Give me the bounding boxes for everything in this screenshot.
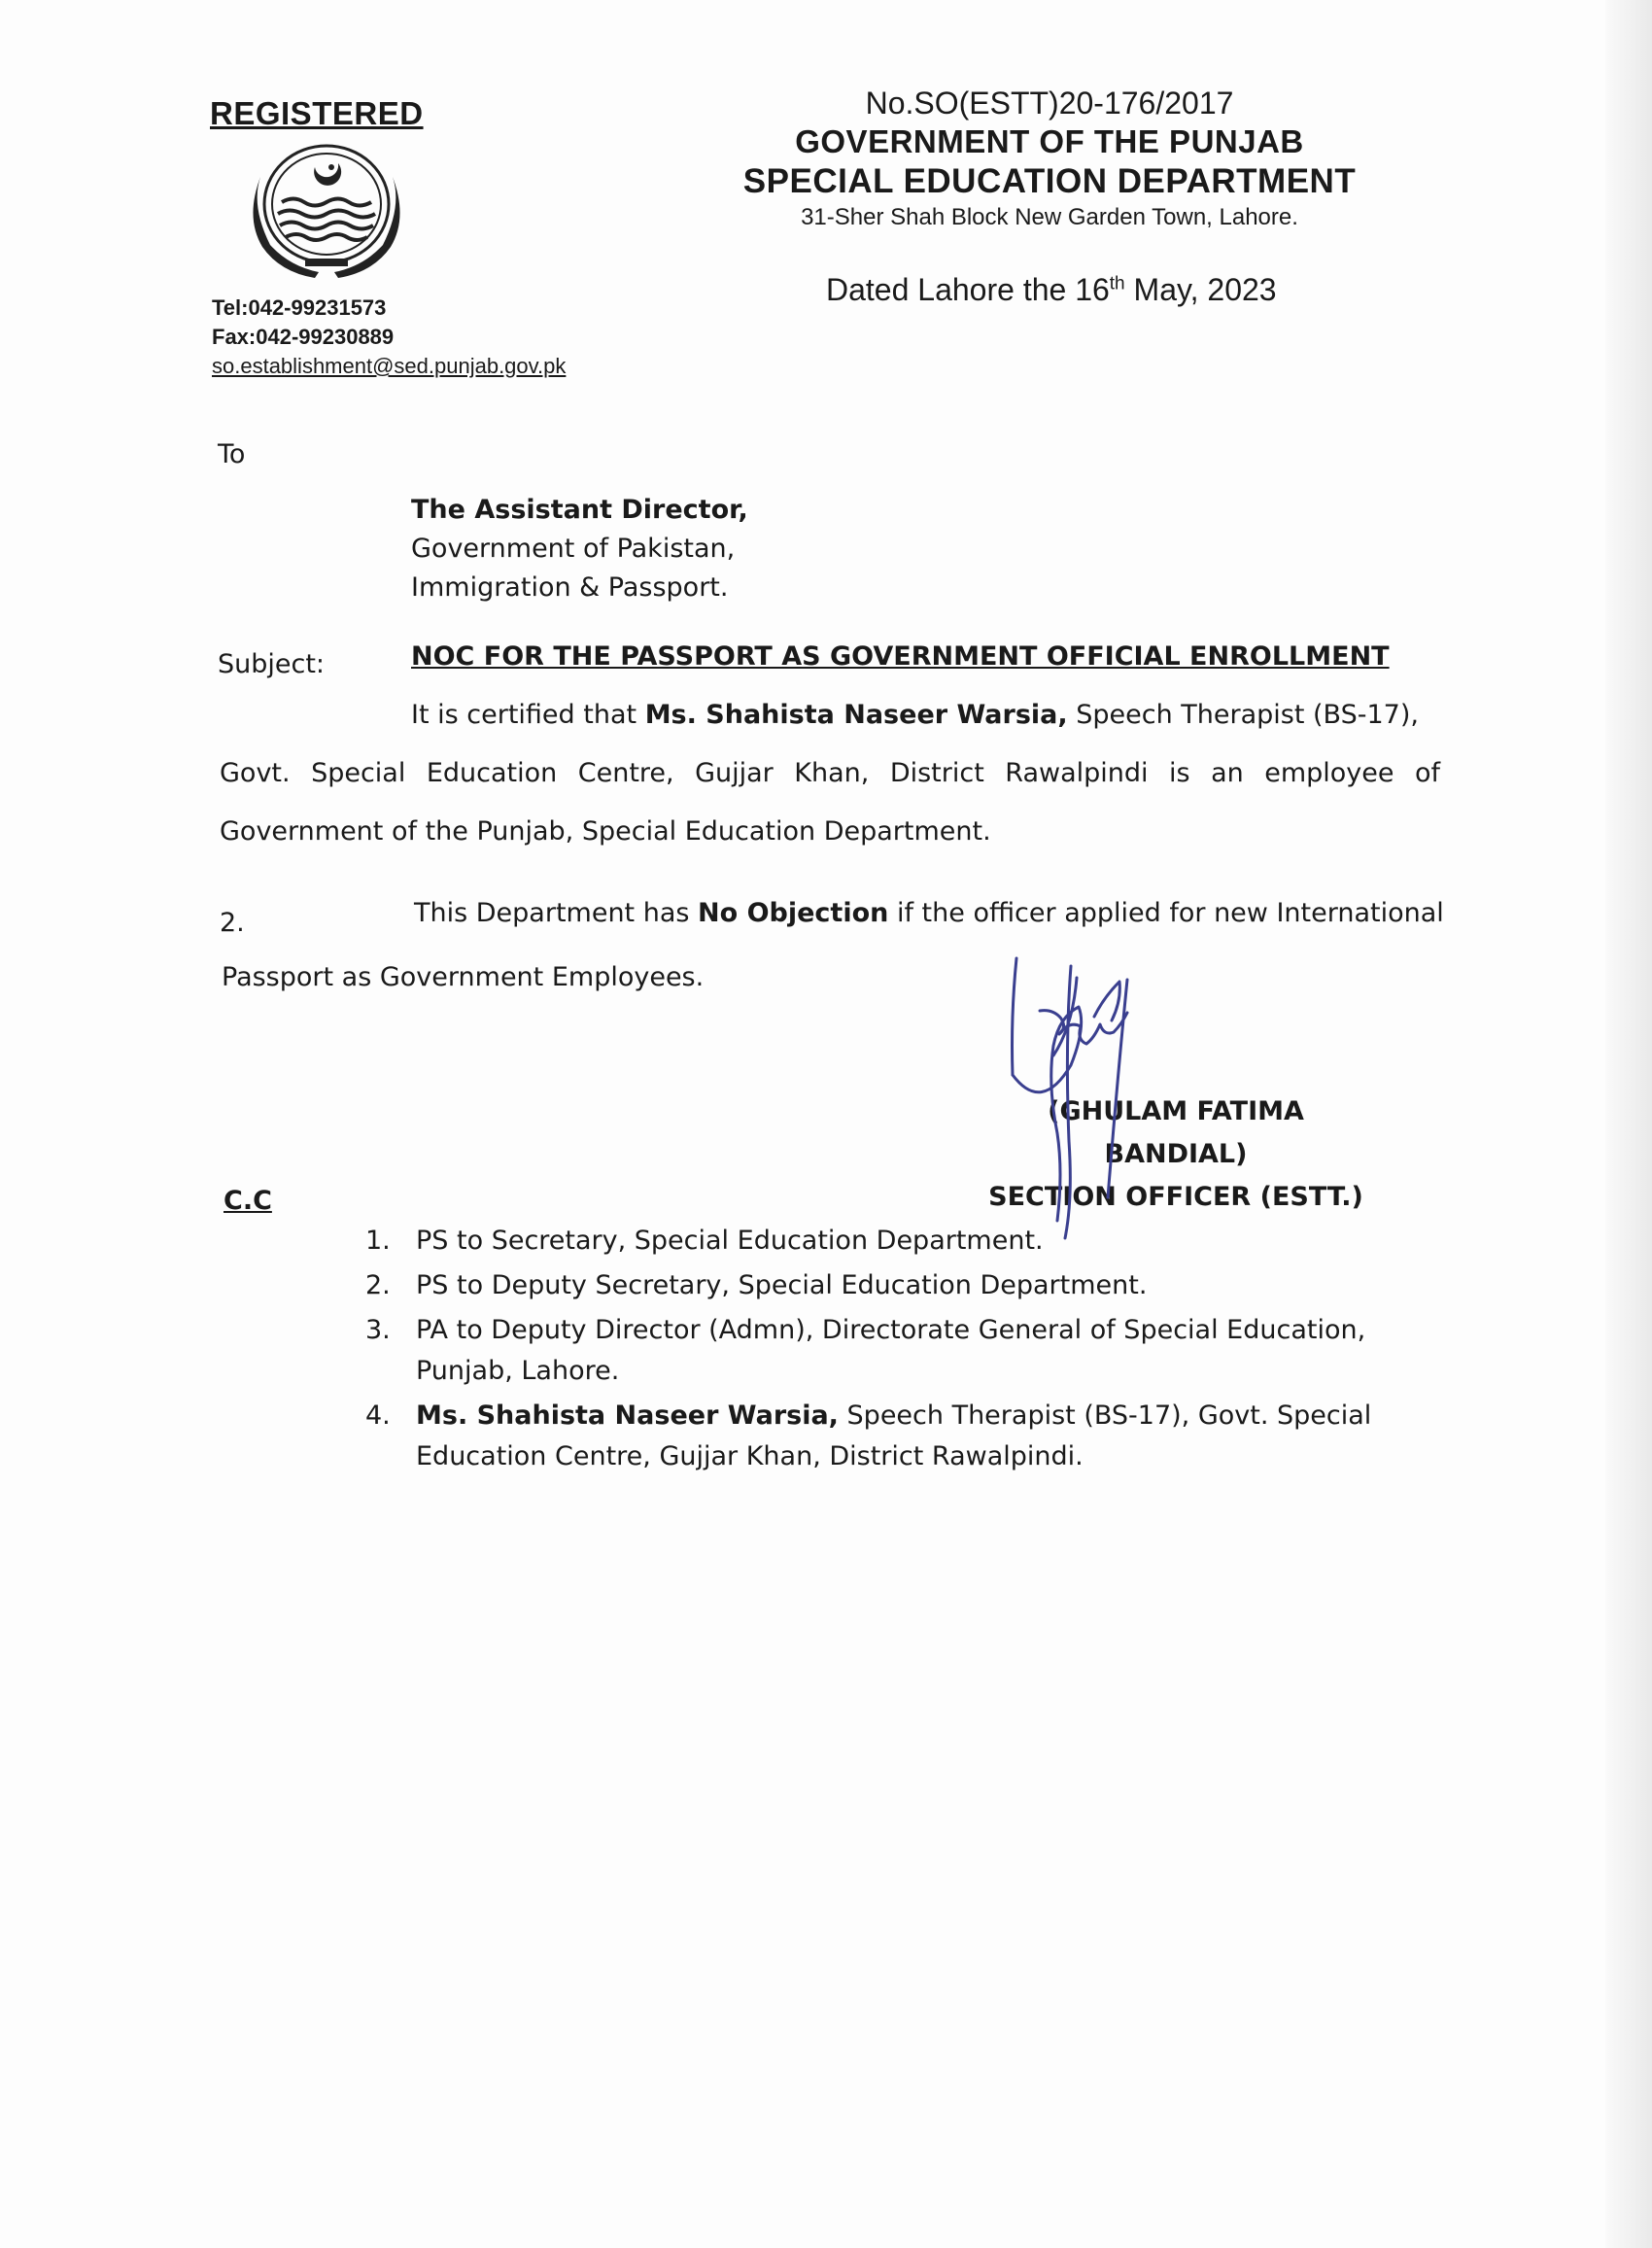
paragraph-1-line-2: Govt. Special Education Centre, Gujjar Khan, District Rawalpindi is an employee of xyxy=(220,758,1440,788)
no-objection-text: No Objection xyxy=(698,898,889,928)
to-label: To xyxy=(218,439,246,469)
cc-item xyxy=(365,1308,1444,1394)
cc-item-number: 3. xyxy=(365,1315,391,1345)
cc-item xyxy=(365,1263,1444,1308)
contact-block xyxy=(212,294,566,381)
page-edge-shadow xyxy=(1605,0,1652,2248)
signature-icon xyxy=(981,931,1215,1242)
letterhead xyxy=(700,84,1399,233)
addressee-title: The Assistant Director, xyxy=(411,495,748,525)
cc-item-text: PA to Deputy Director (Admn), Directorate General of Special Education, xyxy=(416,1315,1366,1345)
signatory-designation: SECTION OFFICER (ESTT.) xyxy=(988,1182,1363,1212)
cc-label: C.C xyxy=(224,1186,272,1216)
cc-item-text: PS to Secretary, Special Education Department. xyxy=(416,1226,1044,1256)
addressee-block xyxy=(411,491,748,607)
paragraph-2-line-2: Passport as Government Employees. xyxy=(222,962,705,992)
fax: Fax:042-99230889 xyxy=(212,325,395,349)
cc-item-text: PS to Deputy Secretary, Special Education Department. xyxy=(416,1270,1148,1300)
paragraph-1-line-1 xyxy=(411,700,1441,730)
paragraph-2-number: 2. xyxy=(220,908,245,938)
date-suffix: May, 2023 xyxy=(1124,272,1277,307)
registered-label: REGISTERED xyxy=(210,95,424,131)
telephone: Tel:042-99231573 xyxy=(212,295,387,320)
date-line xyxy=(826,272,1277,308)
para2-end: if the officer applied for new International xyxy=(888,898,1444,928)
signatory-name: (GHULAM FATIMA BANDIAL) xyxy=(1048,1096,1304,1169)
cc-item-text-line-2: Education Centre, Gujjar Khan, District Rawalpindi. xyxy=(416,1441,1084,1471)
paragraph-1-line-3: Government of the Punjab, Special Education Department. xyxy=(220,816,991,847)
subject-label: Subject: xyxy=(218,649,326,679)
cc-item xyxy=(365,1219,1444,1263)
cc-item-text-line-2: Punjab, Lahore. xyxy=(416,1356,620,1386)
date-prefix: Dated Lahore the 16 xyxy=(826,272,1110,307)
para1-start: It is certified that xyxy=(411,700,645,730)
para1-end: Speech Therapist (BS-17), xyxy=(1067,700,1419,730)
date-ordinal: th xyxy=(1109,273,1125,294)
email-link[interactable]: so.establishment@sed.punjab.gov.pk xyxy=(212,354,567,378)
punjab-emblem-icon xyxy=(231,138,422,280)
cc-item-text: Speech Therapist (BS-17), Govt. Special xyxy=(838,1401,1372,1431)
cc-item-number: 4. xyxy=(365,1401,391,1431)
employee-name: Ms. Shahista Naseer Warsia, xyxy=(644,700,1068,730)
government-title: GOVERNMENT OF THE PUNJAB xyxy=(795,123,1304,159)
addressee-office: Immigration & Passport. xyxy=(411,572,729,603)
cc-list xyxy=(365,1219,1444,1479)
cc-item-number: 2. xyxy=(365,1270,391,1300)
cc-item-number: 1. xyxy=(365,1226,391,1256)
paragraph-2-line-1 xyxy=(414,898,1444,928)
reference-number: No.SO(ESTT)20-176/2017 xyxy=(865,86,1234,121)
addressee-organization: Government of Pakistan, xyxy=(411,534,736,564)
cc-item xyxy=(365,1394,1444,1479)
subject-line: NOC FOR THE PASSPORT AS GOVERNMENT OFFICIAL ENROLLMENT xyxy=(411,641,1390,672)
para2-start: This Department has xyxy=(414,898,699,928)
cc-item-employee-name: Ms. Shahista Naseer Warsia, xyxy=(416,1401,839,1431)
department-title: SPECIAL EDUCATION DEPARTMENT xyxy=(742,162,1357,200)
department-address: 31-Sher Shah Block New Garden Town, Lahore. xyxy=(801,204,1298,230)
